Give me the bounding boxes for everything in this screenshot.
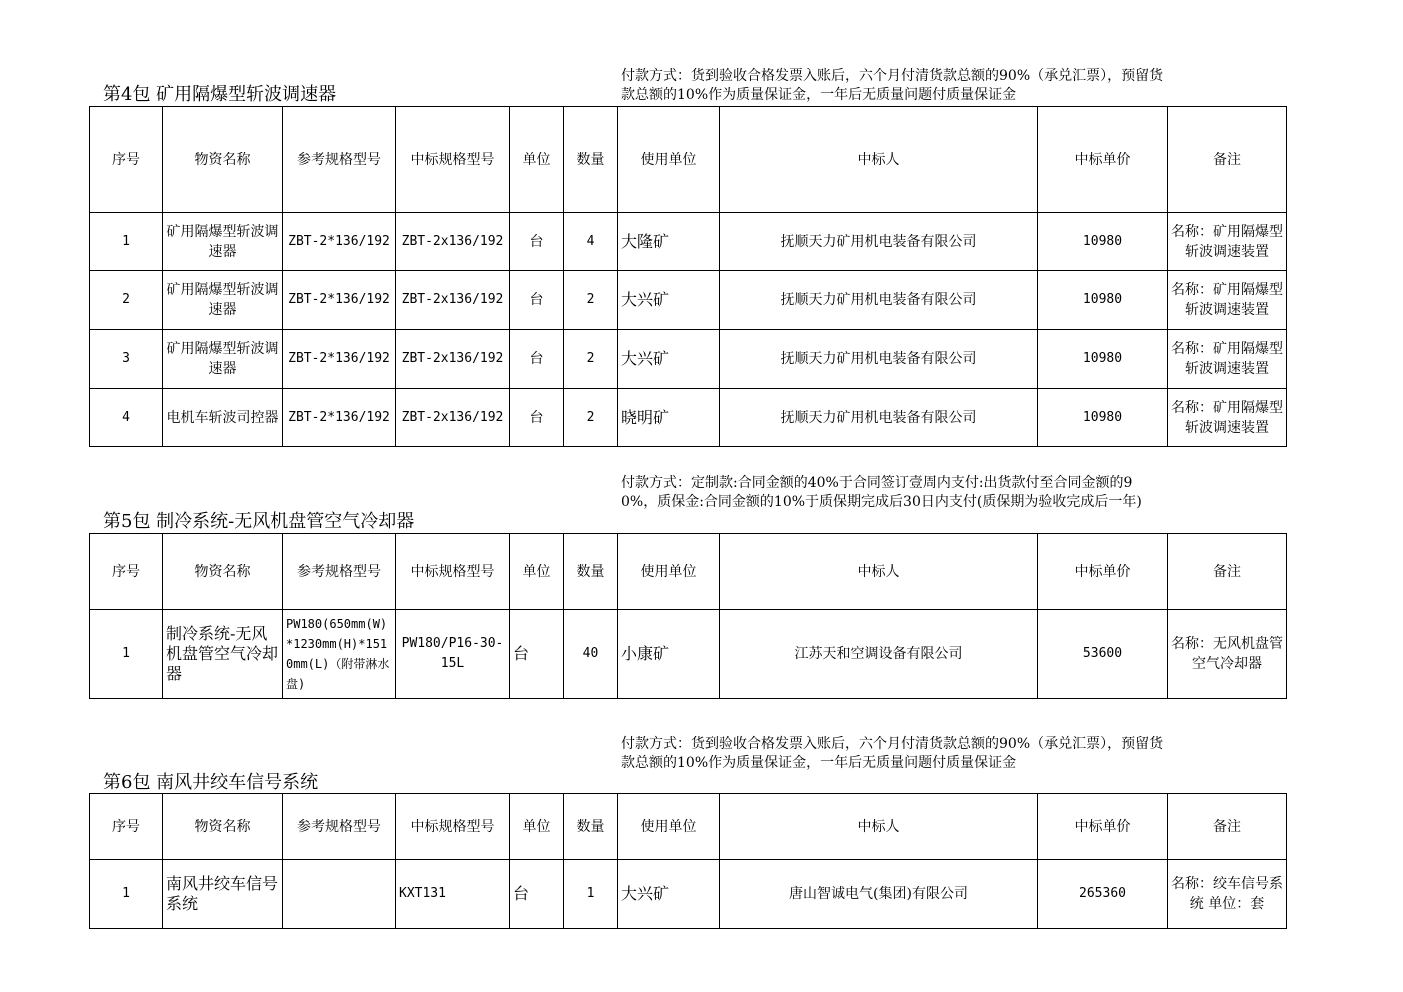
cell-unit: 台: [510, 213, 564, 271]
cell-name: 矿用隔爆型斩波调速器: [163, 330, 283, 389]
cell-unit: 台: [510, 330, 564, 389]
cell-user: 大隆矿: [618, 213, 720, 271]
table-header-row: [90, 107, 1287, 213]
header-cell-unit: 单位: [510, 794, 564, 860]
table-row: [90, 610, 1287, 699]
cell-price: 10980: [1038, 271, 1168, 330]
cell-qty: 1: [564, 860, 618, 929]
cell-unit: 台: [510, 389, 564, 447]
cell-qty: 2: [564, 271, 618, 330]
package-5-title: 第5包 制冷系统-无风机盘管空气冷却器: [103, 511, 415, 532]
cell-name: 矿用隔爆型斩波调速器: [163, 213, 283, 271]
cell-ref-spec: [283, 860, 396, 929]
cell-user: 大兴矿: [618, 271, 720, 330]
header-cell-remark: 备注: [1168, 534, 1287, 610]
header-cell-price: 中标单价: [1038, 107, 1168, 213]
package-6-table: [89, 793, 1287, 929]
cell-win-spec: ZBT-2x136/192: [396, 271, 510, 330]
cell-name: 南风井绞车信号系统: [163, 860, 283, 929]
header-cell-unit: 单位: [510, 107, 564, 213]
package-6-payment-terms: 付款方式：货到验收合格发票入账后，六个月付清货款总额的90%（承兑汇票），预留货款总额的10%作为质量保证金，一年后无质量问题付质量保证金: [621, 736, 1164, 771]
cell-qty: 4: [564, 213, 618, 271]
cell-unit: 台: [510, 610, 564, 699]
cell-name: 电机车斩波司控器: [163, 389, 283, 447]
table-row: [90, 271, 1287, 330]
table-row: [90, 860, 1287, 929]
cell-remark: [1168, 610, 1287, 699]
cell-remark: [1168, 860, 1287, 929]
cell-price: 10980: [1038, 389, 1168, 447]
cell-ref-spec: ZBT-2*136/192: [283, 271, 396, 330]
cell-remark: [1168, 213, 1287, 271]
header-cell-qty: 数量: [564, 534, 618, 610]
cell-user: 晓明矿: [618, 389, 720, 447]
header-cell-price: 中标单价: [1038, 534, 1168, 610]
remark-text: 名称：矿用隔爆型斩波调速装置: [1171, 223, 1283, 260]
package-4-title: 第4包 矿用隔爆型斩波调速器: [103, 84, 337, 105]
cell-no: 1: [90, 213, 163, 271]
cell-price: 10980: [1038, 213, 1168, 271]
package-5-table: [89, 533, 1287, 699]
remark-text: 名称：矿用隔爆型斩波调速装置: [1171, 282, 1283, 318]
cell-winner: 抚顺天力矿用机电装备有限公司: [720, 389, 1038, 447]
cell-winner: 抚顺天力矿用机电装备有限公司: [720, 213, 1038, 271]
header-cell-no: 序号: [90, 794, 163, 860]
header-cell-name: 物资名称: [163, 794, 283, 860]
cell-name: 制冷系统-无风机盘管空气冷却器: [163, 610, 283, 699]
table-row: [90, 330, 1287, 389]
header-cell-user: 使用单位: [618, 794, 720, 860]
header-cell-user: 使用单位: [618, 534, 720, 610]
cell-user: 小康矿: [618, 610, 720, 699]
header-cell-remark: 备注: [1168, 794, 1287, 860]
cell-price: 53600: [1038, 610, 1168, 699]
cell-no: 4: [90, 389, 163, 447]
header-cell-qty: 数量: [564, 794, 618, 860]
cell-user: 大兴矿: [618, 860, 720, 929]
cell-price: 265360: [1038, 860, 1168, 929]
cell-winner: 抚顺天力矿用机电装备有限公司: [720, 330, 1038, 389]
table-header-row: [90, 534, 1287, 610]
cell-winner: 唐山智诚电气(集团)有限公司: [720, 860, 1038, 929]
remark-text: 名称：矿用隔爆型斩波调速装置: [1171, 399, 1283, 436]
cell-name: 矿用隔爆型斩波调速器: [163, 271, 283, 330]
cell-no: 1: [90, 860, 163, 929]
package-6-title: 第6包 南风井绞车信号系统: [103, 772, 319, 793]
cell-winner: 江苏天和空调设备有限公司: [720, 610, 1038, 699]
header-cell-winner: 中标人: [720, 107, 1038, 213]
header-cell-unit: 单位: [510, 534, 564, 610]
header-cell-user: 使用单位: [618, 107, 720, 213]
cell-qty: 40: [564, 610, 618, 699]
cell-win-spec: ZBT-2x136/192: [396, 330, 510, 389]
header-cell-win-spec: 中标规格型号: [396, 794, 510, 860]
header-cell-ref-spec: 参考规格型号: [283, 534, 396, 610]
cell-remark: [1168, 271, 1287, 330]
remark-text: 名称：矿用隔爆型斩波调速装置: [1171, 341, 1283, 377]
cell-no: 3: [90, 330, 163, 389]
cell-user: 大兴矿: [618, 330, 720, 389]
package-5-payment-terms: 付款方式：定制款:合同金额的40%于合同签订壹周内支付:出货款付至合同金额的90%，质保金:合同金额的10%于质保期完成后30日内支付(质保期为验收完成后一年): [621, 475, 1142, 510]
cell-win-spec: ZBT-2x136/192: [396, 213, 510, 271]
header-cell-price: 中标单价: [1038, 794, 1168, 860]
cell-ref-spec: ZBT-2*136/192: [283, 330, 396, 389]
header-cell-name: 物资名称: [163, 534, 283, 610]
table-row: [90, 389, 1287, 447]
remark-text: 名称：无风机盘管空气冷却器: [1171, 636, 1283, 672]
cell-ref-spec: ZBT-2*136/192: [283, 389, 396, 447]
cell-remark: [1168, 330, 1287, 389]
cell-win-spec: ZBT-2x136/192: [396, 389, 510, 447]
package-4-table: [89, 106, 1287, 447]
cell-win-spec: PW180/P16-30-15L: [396, 610, 510, 699]
header-cell-winner: 中标人: [720, 794, 1038, 860]
cell-winner: 抚顺天力矿用机电装备有限公司: [720, 271, 1038, 330]
header-cell-name: 物资名称: [163, 107, 283, 213]
header-cell-qty: 数量: [564, 107, 618, 213]
header-cell-no: 序号: [90, 107, 163, 213]
header-cell-win-spec: 中标规格型号: [396, 534, 510, 610]
package-4-payment-terms: 付款方式：货到验收合格发票入账后，六个月付清货款总额的90%（承兑汇票），预留货款总额的10%作为质量保证金，一年后无质量问题付质量保证金: [621, 68, 1164, 103]
cell-no: 2: [90, 271, 163, 330]
cell-qty: 2: [564, 330, 618, 389]
cell-qty: 2: [564, 389, 618, 447]
cell-remark: [1168, 389, 1287, 447]
table-header-row: [90, 794, 1287, 860]
cell-unit: 台: [510, 860, 564, 929]
header-cell-remark: 备注: [1168, 107, 1287, 213]
cell-no: 1: [90, 610, 163, 699]
header-cell-win-spec: 中标规格型号: [396, 107, 510, 213]
cell-unit: 台: [510, 271, 564, 330]
cell-ref-spec: ZBT-2*136/192: [283, 213, 396, 271]
cell-ref-spec: PW180(650mm(W)*1230mm(H)*1510mm(L)（附带淋水盘): [283, 610, 396, 699]
header-cell-ref-spec: 参考规格型号: [283, 107, 396, 213]
remark-text: 名称：绞车信号系统 单位：套: [1171, 876, 1283, 912]
cell-win-spec: KXT131: [396, 860, 510, 929]
cell-price: 10980: [1038, 330, 1168, 389]
header-cell-ref-spec: 参考规格型号: [283, 794, 396, 860]
header-cell-winner: 中标人: [720, 534, 1038, 610]
table-row: [90, 213, 1287, 271]
header-cell-no: 序号: [90, 534, 163, 610]
